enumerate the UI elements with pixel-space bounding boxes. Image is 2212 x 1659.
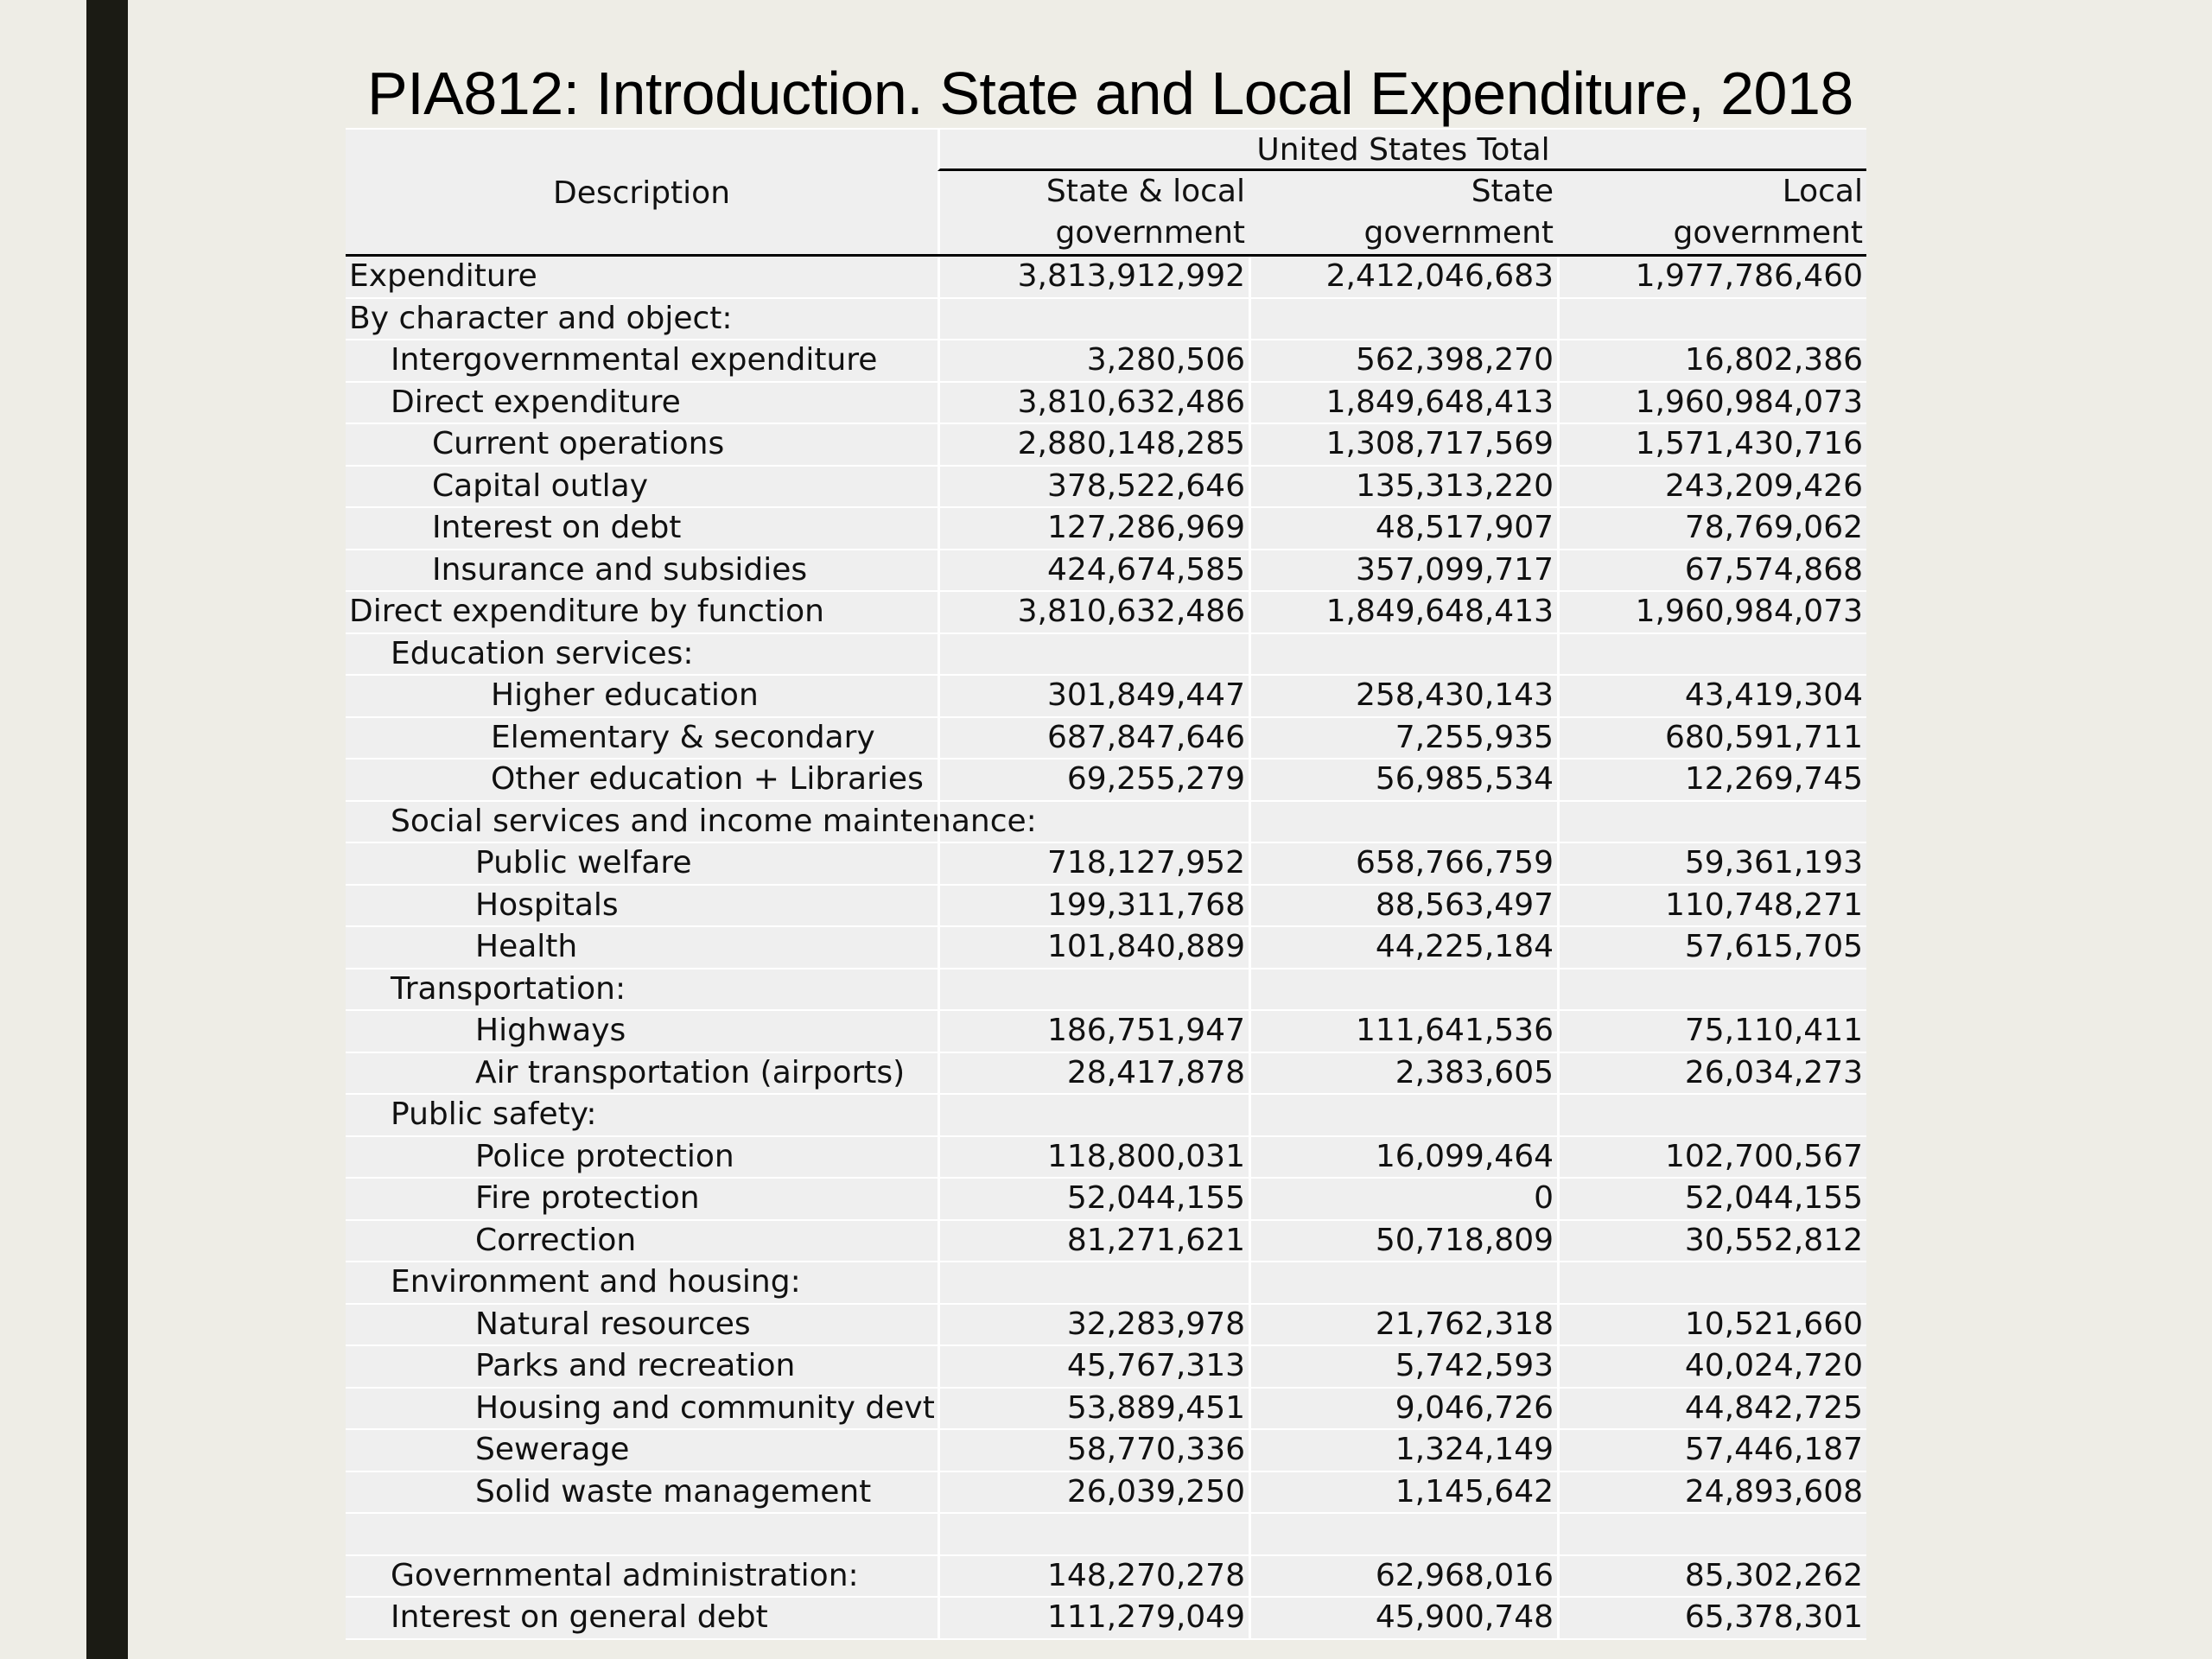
table-row xyxy=(346,1472,1866,1515)
row-description: Public safety: xyxy=(391,1096,597,1132)
local-value: 243,209,426 xyxy=(1557,467,1866,507)
col-header-state-local: State & local xyxy=(938,171,1249,213)
state-value: 1,849,648,413 xyxy=(1249,383,1557,423)
state-value: 1,145,642 xyxy=(1249,1472,1557,1513)
table-row xyxy=(346,634,1866,677)
row-description: Capital outlay xyxy=(432,467,648,504)
table-row xyxy=(346,467,1866,509)
local-value: 1,977,786,460 xyxy=(1557,257,1866,297)
row-description: By character and object: xyxy=(349,300,733,336)
row-description: Education services: xyxy=(391,635,694,671)
local-value: 67,574,868 xyxy=(1557,550,1866,591)
row-description: Solid waste management xyxy=(475,1473,872,1510)
state-value: 16,099,464 xyxy=(1249,1137,1557,1178)
table-row xyxy=(346,340,1866,383)
table-row xyxy=(346,1011,1866,1053)
table-body xyxy=(346,257,1866,1640)
row-description: Highways xyxy=(475,1013,626,1048)
state-value: 0 xyxy=(1249,1179,1557,1219)
state-local-value: 199,311,768 xyxy=(938,886,1249,926)
table-row xyxy=(346,1556,1866,1599)
state-value: 111,641,536 xyxy=(1249,1011,1557,1052)
table-row xyxy=(346,1221,1866,1263)
local-value: 57,446,187 xyxy=(1557,1430,1866,1471)
state-local-value: 58,770,336 xyxy=(938,1430,1249,1471)
local-value: 30,552,812 xyxy=(1557,1221,1866,1262)
group-header: United States Total xyxy=(938,130,1866,171)
table-column-header-row-2 xyxy=(346,213,1866,257)
state-local-value: 424,674,585 xyxy=(938,550,1249,591)
local-value: 59,361,193 xyxy=(1557,843,1866,884)
state-value: 1,324,149 xyxy=(1249,1430,1557,1471)
state-local-value: 32,283,978 xyxy=(938,1305,1249,1345)
local-value: 16,802,386 xyxy=(1557,340,1866,381)
table-row xyxy=(346,508,1866,550)
local-value xyxy=(1557,969,1866,1010)
state-local-value: 81,271,621 xyxy=(938,1221,1249,1262)
row-description: Governmental administration: xyxy=(391,1557,859,1593)
table-row xyxy=(346,1346,1866,1389)
table-row xyxy=(346,299,1866,341)
state-local-value: 3,280,506 xyxy=(938,340,1249,381)
row-description: Housing and community devt xyxy=(475,1389,935,1426)
table-row xyxy=(346,927,1866,969)
row-description: Higher education xyxy=(491,677,759,713)
local-value: 24,893,608 xyxy=(1557,1472,1866,1513)
row-description: Parks and recreation xyxy=(475,1348,796,1383)
row-description: Elementary & secondary xyxy=(491,719,875,755)
table-row xyxy=(346,760,1866,802)
state-value: 9,046,726 xyxy=(1249,1389,1557,1429)
state-value xyxy=(1249,299,1557,340)
state-local-value xyxy=(938,969,1249,1010)
state-value xyxy=(1249,634,1557,675)
local-value xyxy=(1557,1095,1866,1135)
table-row xyxy=(346,1262,1866,1305)
state-value: 62,968,016 xyxy=(1249,1556,1557,1597)
state-value: 21,762,318 xyxy=(1249,1305,1557,1345)
table-row xyxy=(346,802,1866,844)
table-row xyxy=(346,383,1866,425)
state-value: 44,225,184 xyxy=(1249,927,1557,968)
state-value xyxy=(1249,1514,1557,1554)
row-description: Insurance and subsidies xyxy=(432,551,808,588)
row-description: Fire protection xyxy=(475,1180,700,1216)
state-value: 88,563,497 xyxy=(1249,886,1557,926)
slide-accent-bar xyxy=(86,0,128,1659)
row-description: Direct expenditure by function xyxy=(349,594,824,629)
table-row xyxy=(346,843,1866,886)
local-value: 78,769,062 xyxy=(1557,508,1866,549)
row-description: Sewerage xyxy=(475,1432,630,1467)
slide-title: PIA812: Introduction. State and Local Expenditure, 2018 xyxy=(367,60,1853,127)
local-value: 10,521,660 xyxy=(1557,1305,1866,1345)
state-value: 45,900,748 xyxy=(1249,1598,1557,1638)
table-row xyxy=(346,1137,1866,1179)
row-description: Other education + Libraries xyxy=(491,761,924,797)
local-value: 12,269,745 xyxy=(1557,760,1866,800)
state-value xyxy=(1249,1095,1557,1135)
local-value: 1,960,984,073 xyxy=(1557,592,1866,632)
state-value: 5,742,593 xyxy=(1249,1346,1557,1387)
local-value xyxy=(1557,634,1866,675)
state-local-value xyxy=(938,802,1249,842)
table-row xyxy=(346,969,1866,1012)
table-row xyxy=(346,886,1866,928)
state-value: 1,308,717,569 xyxy=(1249,424,1557,465)
col-header-local: Local xyxy=(1782,174,1863,209)
state-local-value: 687,847,646 xyxy=(938,718,1249,759)
state-local-value: 52,044,155 xyxy=(938,1179,1249,1219)
local-value: 75,110,411 xyxy=(1557,1011,1866,1052)
state-value: 258,430,143 xyxy=(1249,676,1557,716)
state-local-value: 186,751,947 xyxy=(938,1011,1249,1052)
state-value: 50,718,809 xyxy=(1249,1221,1557,1262)
col-header-local-line2: government xyxy=(1673,215,1863,251)
state-local-value: 127,286,969 xyxy=(938,508,1249,549)
local-value: 680,591,711 xyxy=(1557,718,1866,759)
table-row xyxy=(346,1430,1866,1472)
local-value: 1,960,984,073 xyxy=(1557,383,1866,423)
state-value: 7,255,935 xyxy=(1249,718,1557,759)
row-description: Direct expenditure xyxy=(391,384,681,420)
table-row xyxy=(346,1598,1866,1640)
state-value xyxy=(1249,969,1557,1010)
state-value: 48,517,907 xyxy=(1249,508,1557,549)
table-row xyxy=(346,1514,1866,1556)
state-local-value xyxy=(938,299,1249,340)
state-local-value: 69,255,279 xyxy=(938,760,1249,800)
col-header-state: State xyxy=(1471,174,1554,209)
local-value: 40,024,720 xyxy=(1557,1346,1866,1387)
description-header: Description xyxy=(552,175,731,211)
state-value xyxy=(1249,1262,1557,1303)
local-value: 1,571,430,716 xyxy=(1557,424,1866,465)
row-description: Police protection xyxy=(475,1138,734,1174)
state-value: 135,313,220 xyxy=(1249,467,1557,507)
table-row xyxy=(346,1389,1866,1431)
local-value xyxy=(1557,1262,1866,1303)
row-description: Correction xyxy=(475,1222,637,1258)
state-value: 2,412,046,683 xyxy=(1249,257,1557,297)
row-description: Public welfare xyxy=(475,845,692,880)
state-local-value: 378,522,646 xyxy=(938,467,1249,507)
state-value: 562,398,270 xyxy=(1249,340,1557,381)
state-local-value xyxy=(938,1514,1249,1554)
local-value xyxy=(1557,299,1866,340)
state-local-value: 26,039,250 xyxy=(938,1472,1249,1513)
row-description: Health xyxy=(475,929,578,964)
state-local-value xyxy=(938,1095,1249,1135)
row-description xyxy=(346,1514,938,1554)
local-value xyxy=(1557,802,1866,842)
state-local-value: 118,800,031 xyxy=(938,1137,1249,1178)
state-local-value xyxy=(938,1262,1249,1303)
table-row xyxy=(346,257,1866,299)
row-description: Interest on general debt xyxy=(391,1599,768,1635)
row-description: Air transportation (airports) xyxy=(475,1054,906,1090)
state-local-value: 28,417,878 xyxy=(938,1053,1249,1094)
state-value: 56,985,534 xyxy=(1249,760,1557,800)
table-row xyxy=(346,718,1866,760)
state-local-value: 3,810,632,486 xyxy=(938,592,1249,632)
state-local-value: 3,810,632,486 xyxy=(938,383,1249,423)
state-local-value xyxy=(938,634,1249,675)
local-value: 57,615,705 xyxy=(1557,927,1866,968)
row-description: Hospitals xyxy=(475,887,619,923)
table-group-header-row xyxy=(346,130,1866,171)
row-description: Natural resources xyxy=(475,1306,751,1342)
local-value: 85,302,262 xyxy=(1557,1556,1866,1597)
state-local-value: 2,880,148,285 xyxy=(938,424,1249,465)
state-value: 658,766,759 xyxy=(1249,843,1557,884)
table-row xyxy=(346,550,1866,593)
row-description: Interest on debt xyxy=(432,510,682,545)
row-description: Current operations xyxy=(432,426,725,461)
table-row xyxy=(346,1305,1866,1347)
table-row xyxy=(346,1053,1866,1096)
state-local-value: 301,849,447 xyxy=(938,676,1249,716)
state-local-value: 3,813,912,992 xyxy=(938,257,1249,297)
state-local-value: 101,840,889 xyxy=(938,927,1249,968)
table-row xyxy=(346,676,1866,718)
local-value xyxy=(1557,1514,1866,1554)
row-description: Intergovernmental expenditure xyxy=(391,342,878,378)
local-value: 26,034,273 xyxy=(1557,1053,1866,1094)
state-value xyxy=(1249,802,1557,842)
col-header-state-local-line2: government xyxy=(938,213,1249,254)
table-row xyxy=(346,592,1866,634)
local-value: 52,044,155 xyxy=(1557,1179,1866,1219)
state-local-value: 718,127,952 xyxy=(938,843,1249,884)
state-local-value: 111,279,049 xyxy=(938,1598,1249,1638)
row-description: Expenditure xyxy=(349,258,537,294)
local-value: 44,842,725 xyxy=(1557,1389,1866,1429)
table-row xyxy=(346,1179,1866,1221)
state-local-value: 45,767,313 xyxy=(938,1346,1249,1387)
local-value: 110,748,271 xyxy=(1557,886,1866,926)
row-description: Social services and income maintenance: xyxy=(391,803,1037,839)
local-value: 43,419,304 xyxy=(1557,676,1866,716)
table-row xyxy=(346,424,1866,467)
state-local-value: 148,270,278 xyxy=(938,1556,1249,1597)
state-value: 1,849,648,413 xyxy=(1249,592,1557,632)
col-header-state-line2: government xyxy=(1363,215,1554,251)
row-description: Transportation: xyxy=(391,970,626,1007)
state-value: 357,099,717 xyxy=(1249,550,1557,591)
state-value: 2,383,605 xyxy=(1249,1053,1557,1094)
expenditure-table xyxy=(346,128,1866,1640)
local-value: 102,700,567 xyxy=(1557,1137,1866,1178)
table-row xyxy=(346,1095,1866,1137)
state-local-value: 53,889,451 xyxy=(938,1389,1249,1429)
row-description: Environment and housing: xyxy=(391,1264,801,1300)
local-value: 65,378,301 xyxy=(1557,1598,1866,1638)
